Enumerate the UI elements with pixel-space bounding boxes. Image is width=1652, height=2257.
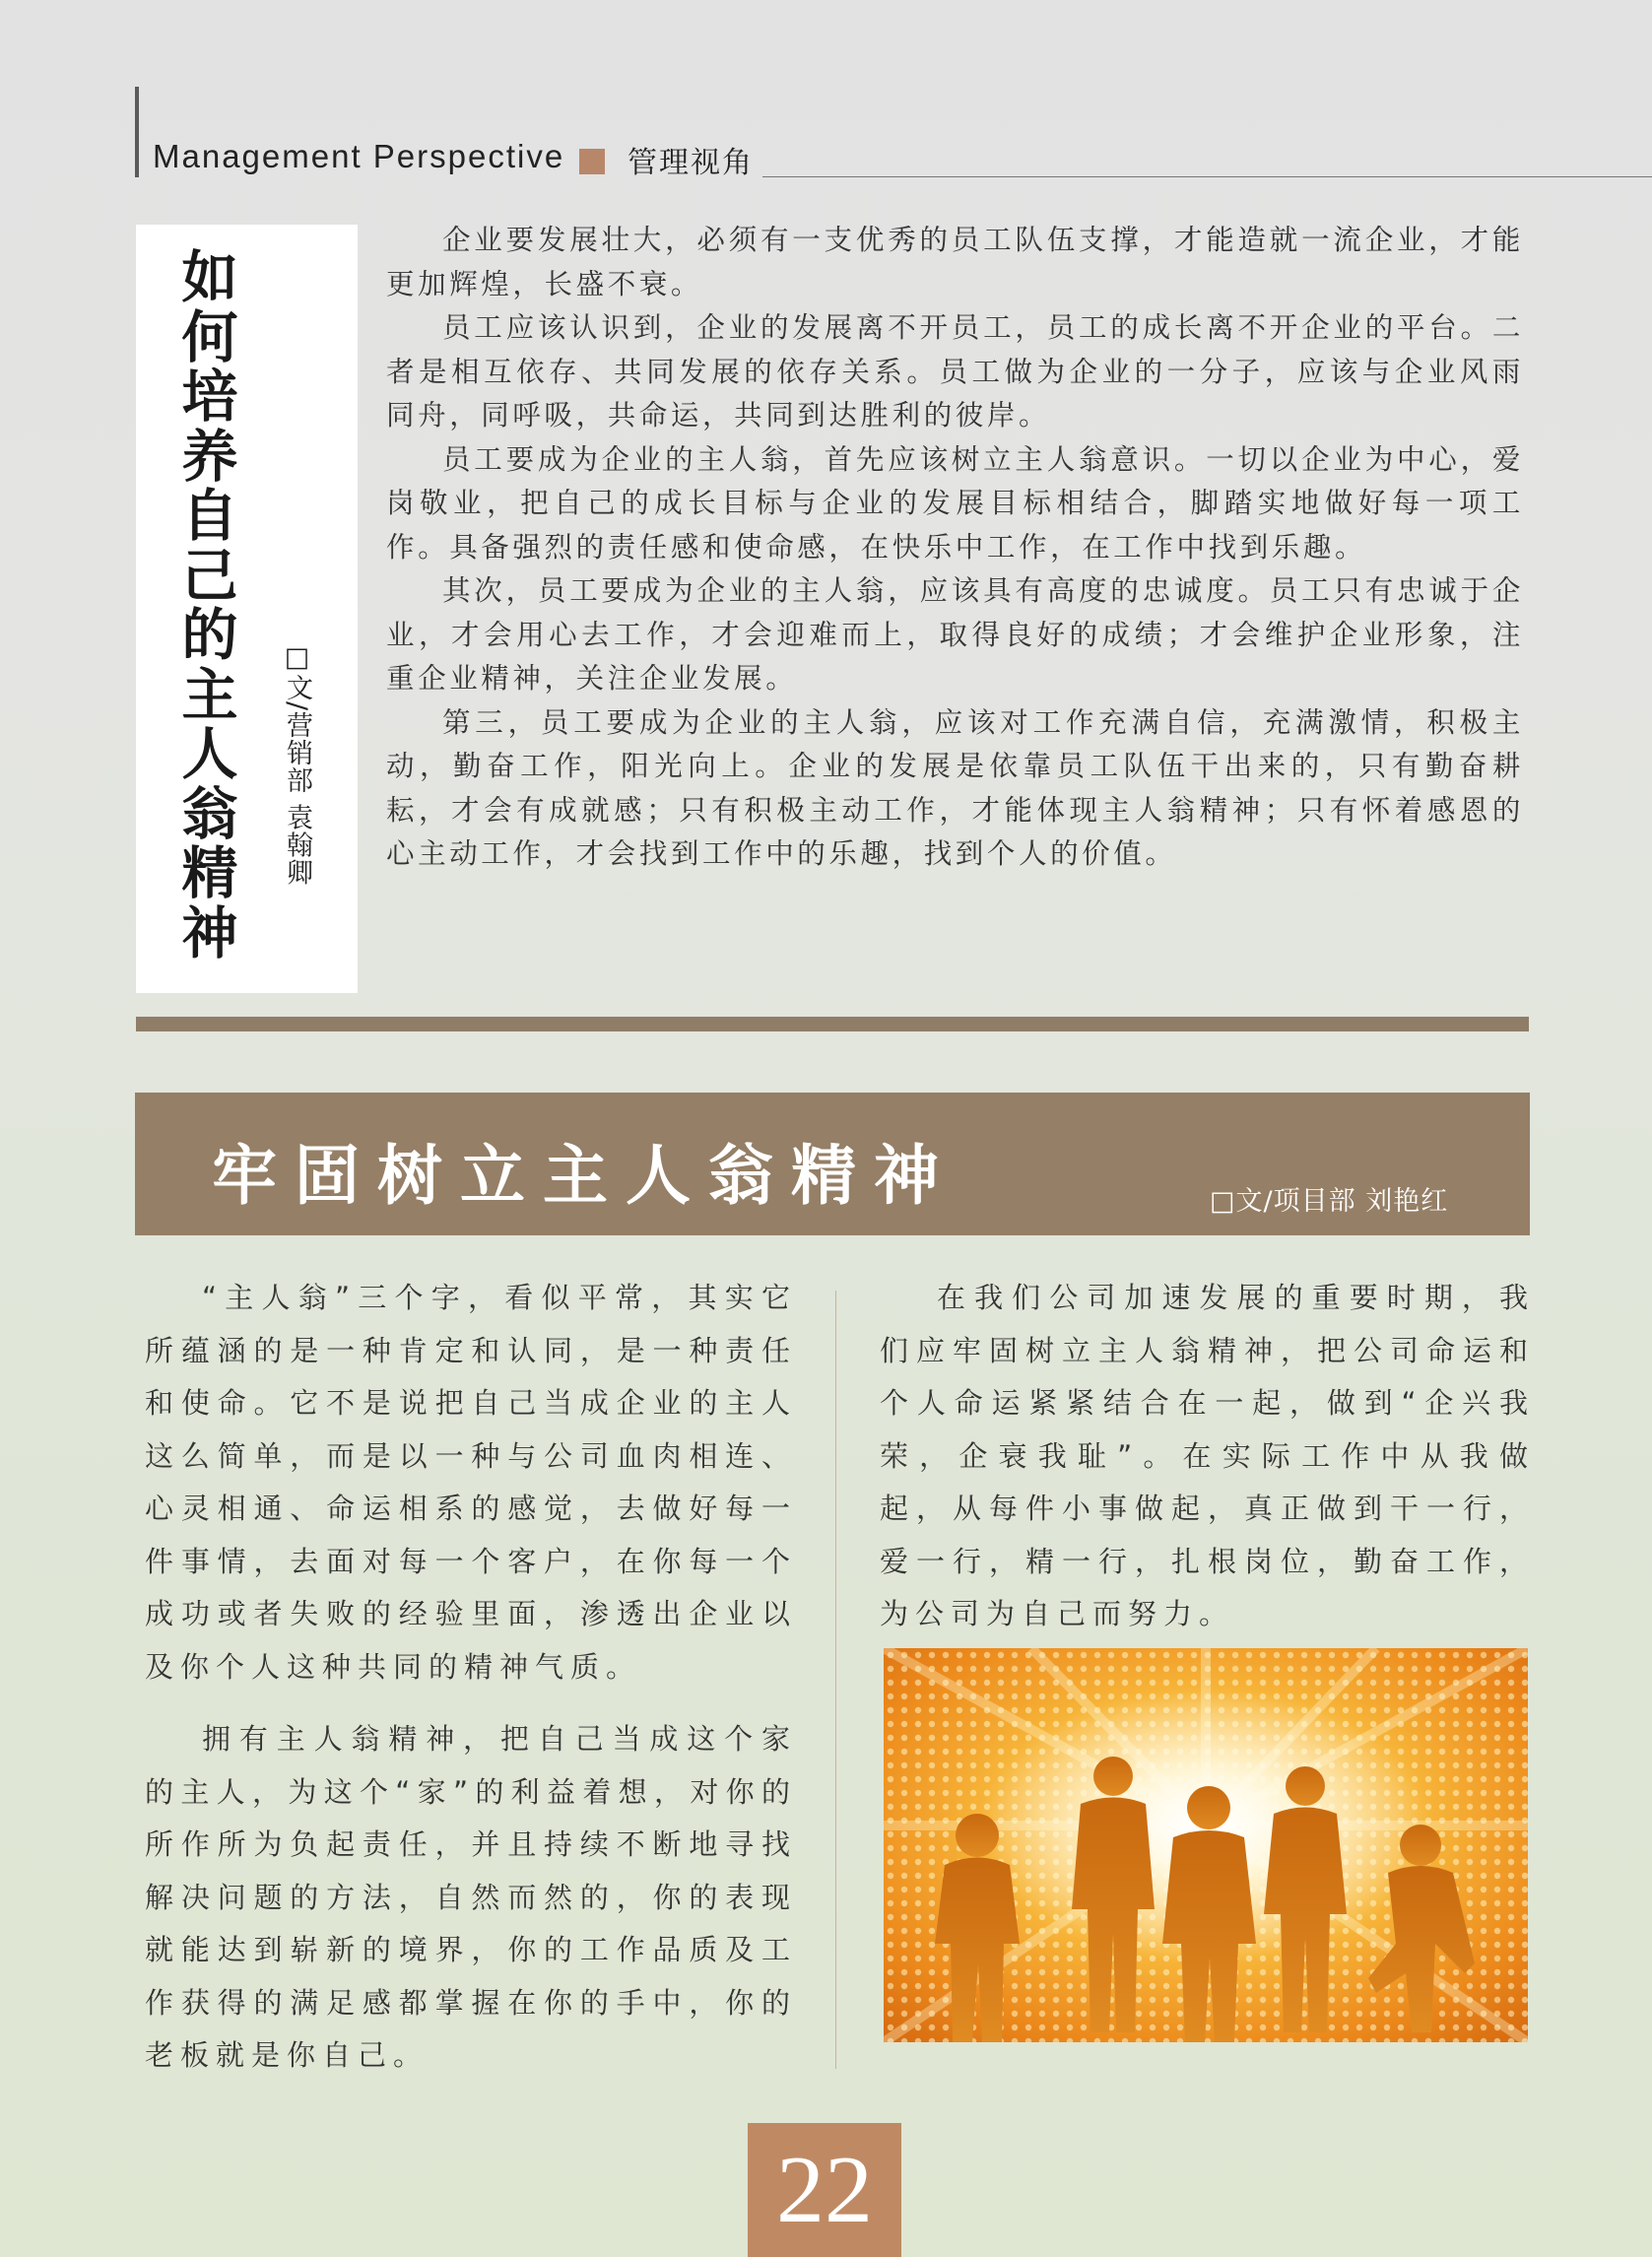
article1-paragraph: 企业要发展壮大，必须有一支优秀的员工队伍支撑，才能造就一流企业，才能更加辉煌，长盛不衰。 [386, 224, 1524, 300]
header-vertical-rule [135, 87, 139, 177]
section-divider [136, 1017, 1529, 1031]
article1-paragraph: 其次，员工要成为企业的主人翁，应该具有高度的忠诚度。员工只有忠诚于企业，才会用心去工作，才会迎难而上，取得良好的成绩；才会维护企业形象，注重企业精神，关注企业发展。 [386, 574, 1524, 695]
article2-paragraph: “主人翁”三个字，看似平常，其实它所蕴涵的是一种肯定和认同，是一种责任和使命。它不是说把自己当成企业的主人这么简单，而是以一种与公司血肉相连、心灵相通、命运相系的感觉，去做好每一件事情，去面对每一个客户，在你每一个成功或者失败的经验里面，渗透出企业以及你个人这种共同的精神气质。 [145, 1281, 797, 1684]
title-char: 神 [181, 899, 238, 966]
article2-right-column [880, 1272, 1535, 1641]
article1-body [386, 219, 1524, 877]
title-char: 如 [181, 244, 238, 310]
title-char: 己 [181, 542, 238, 609]
article2-byline: □文/项目部 刘艳红 [1210, 1186, 1449, 1217]
section-title-english: Management Perspective [153, 138, 565, 174]
section-title-chinese: 管理视角 [628, 146, 754, 180]
article2-paragraph: 在我们公司加速发展的重要时期，我们应牢固树立主人翁精神，把公司命运和个人命运紧紧结合在一起，做到“企兴我荣，企衰我耻”。在实际工作中从我做起，从每件小事做起，真正做到干一行，爱一行，精一行，扎根岗位，勤奋工作，为公司为自己而努力。 [880, 1281, 1535, 1630]
article1-byline: □文/营销部 袁翰卿 [282, 642, 312, 887]
title-char: 主 [181, 661, 238, 728]
header-underline [762, 176, 1652, 177]
article1-title [175, 244, 244, 966]
section-marker-square [579, 149, 605, 174]
title-char: 的 [181, 602, 238, 668]
article2-title: 牢固树立主人翁精神 [212, 1137, 957, 1214]
title-char: 培 [181, 364, 238, 430]
article1-paragraph: 员工应该认识到，企业的发展离不开员工，员工的成长离不开企业的平台。二者是相互依存、共同发展的依存关系。员工做为企业的一分子，应该与企业风雨同舟，同呼吸，共命运，共同到达胜利的彼岸。 [386, 311, 1524, 431]
column-divider [835, 1291, 836, 2069]
title-char: 何 [181, 303, 238, 370]
team-silhouettes-illustration [884, 1648, 1528, 2042]
article2-left-column [145, 1272, 797, 2102]
title-char: 翁 [181, 780, 238, 847]
page-number: 22 [748, 2123, 901, 2257]
title-char: 自 [181, 483, 238, 549]
title-char: 人 [181, 721, 238, 787]
article1-paragraph: 员工要成为企业的主人翁，首先应该树立主人翁意识。一切以企业为中心，爱岗敬业，把自己的成长目标与企业的发展目标相结合，脚踏实地做好每一项工作。具备强烈的责任感和使命感，在快乐中工作，在工作中找到乐趣。 [386, 442, 1524, 564]
title-char: 养 [181, 423, 238, 490]
article1-title-panel [136, 225, 358, 993]
article1-paragraph: 第三，员工要成为企业的主人翁，应该对工作充满自信，充满激情，积极主动，勤奋工作，阳光向上。企业的发展是依靠员工队伍干出来的，只有勤奋耕耘，才会有成就感；只有积极主动工作，才能体现主人翁精神；只有怀着感恩的心主动工作，才会找到工作中的乐趣，找到个人的价值。 [386, 705, 1524, 870]
title-char: 精 [181, 840, 238, 906]
article2-paragraph: 拥有主人翁精神，把自己当成这个家的主人，为这个“家”的利益着想，对你的所作所为负起责任，并且持续不断地寻找解决问题的方法，自然而然的，你的表现就能达到崭新的境界，你的工作品质及工作获得的满足感都掌握在你的手中，你的老板就是你自己。 [145, 1722, 797, 2072]
